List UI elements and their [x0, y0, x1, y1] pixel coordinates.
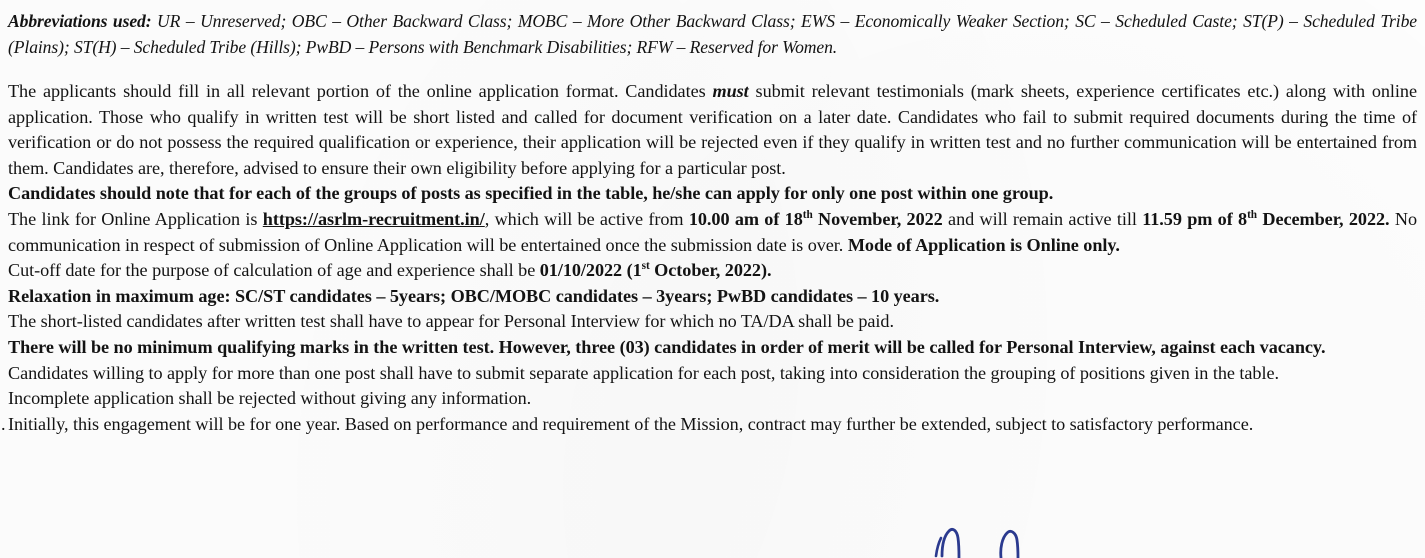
handwritten-signature — [930, 498, 1190, 558]
paragraph-incomplete-application: Incomplete application shall be rejected without giving any information. — [8, 388, 532, 409]
paragraph-cutoff-date — [8, 258, 1417, 284]
paragraph-multiple-post-applications: Candidates willing to apply for more than one post shall have to submit separate application for each post, taking into consideration the grouping of positions given in the table. — [8, 362, 1279, 383]
p3-end-date-ordinal: th — [1247, 208, 1258, 221]
document-content — [1, 0, 1417, 437]
abbreviations-block — [8, 0, 1417, 60]
p3-part-c: and will remain active till — [942, 208, 1143, 229]
p3-end-date-rest: December, 2022. — [1257, 208, 1390, 229]
paragraph-application-format — [8, 79, 1417, 181]
abbreviations-text: UR – Unreserved; OBC – Other Backward Class; MOBC – More Other Backward Class; EWS – Economically Weaker Section; SC – Scheduled Caste; ST(P) – Scheduled Tribe (Plains); ST(H) – Scheduled Tribe (Hills); PwBD – Persons with Benchmark Disabilities; RFW – Reserved for Women. — [8, 11, 1417, 57]
p1-part-b: submit relevant testimonials (mark sheets, experience certificates etc.) along with online application. Those who qualify in written test will be short listed and called for document verification on a later date. Candidates who fail to submit required documents during the time of verification or do not possess the required qualification or experience, their application will be rejected even if they qualify in written test and no further communication will be entertained from them. Candidates are, therefore, advised to ensure their own eligibility before applying for a particular post. — [8, 81, 1417, 178]
paragraph-engagement-duration — [1, 412, 1417, 438]
paragraph-age-relaxation: Relaxation in maximum age: SC/ST candidates – 5years; OBC/MOBC candidates – 3years; PwBD candidates – 10 years. — [8, 285, 940, 306]
p3-end-datetime: 11.59 pm of 8 — [1142, 208, 1248, 229]
p3-start-date-ordinal: th — [802, 208, 813, 221]
online-application-link[interactable]: https://asrlm-recruitment.in/ — [262, 208, 485, 229]
p3-part-a: The link for Online Application is — [8, 208, 263, 229]
instructions-block — [1, 79, 1417, 437]
p10-text: Initially, this engagement will be for one year. Based on performance and requirement of the Mission, contract may further be extended, subject to satisfactory performance. — [8, 413, 1254, 434]
paragraph-one-post-per-group: Candidates should note that for each of the groups of posts as specified in the table, he/she can apply for only one post within one group. — [8, 183, 1054, 204]
list-marker: . — [1, 413, 6, 434]
p1-must-emphasis: must — [712, 81, 749, 101]
paragraph-online-application-link — [8, 207, 1417, 258]
p1-part-a: The applicants should fill in all relevant portion of the online application format. Candidates — [8, 81, 713, 101]
paragraph-personal-interview-tada: The short-listed candidates after written test shall have to appear for Personal Interview for which no TA/DA shall be paid. — [8, 311, 894, 332]
abbreviations-label: Abbreviations used: — [8, 11, 152, 31]
p3-part-b: , which will be active from — [484, 208, 689, 229]
p3-start-date-rest: November, 2022 — [812, 208, 943, 229]
p3-mode-of-application: Mode of Application is Online only. — [847, 234, 1120, 255]
p3-start-datetime: 10.00 am of 18 — [688, 208, 803, 229]
p3-part-d: No communication in respect of submission of Online Application will be entertained once the submission date is over. — [8, 208, 1417, 255]
p4-cutoff-value: 01/10/2022 (1 — [539, 260, 642, 281]
p4-cutoff-ordinal: st — [641, 260, 650, 273]
p4-cutoff-rest: October, 2022). — [649, 260, 772, 281]
paragraph-no-minimum-qualifying-marks: There will be no minimum qualifying marks in the written test. However, three (03) candidates in order of merit will be called for Personal Interview, against each vacancy. — [8, 336, 1326, 357]
p4-part-a: Cut-off date for the purpose of calculation of age and experience shall be — [8, 260, 540, 281]
